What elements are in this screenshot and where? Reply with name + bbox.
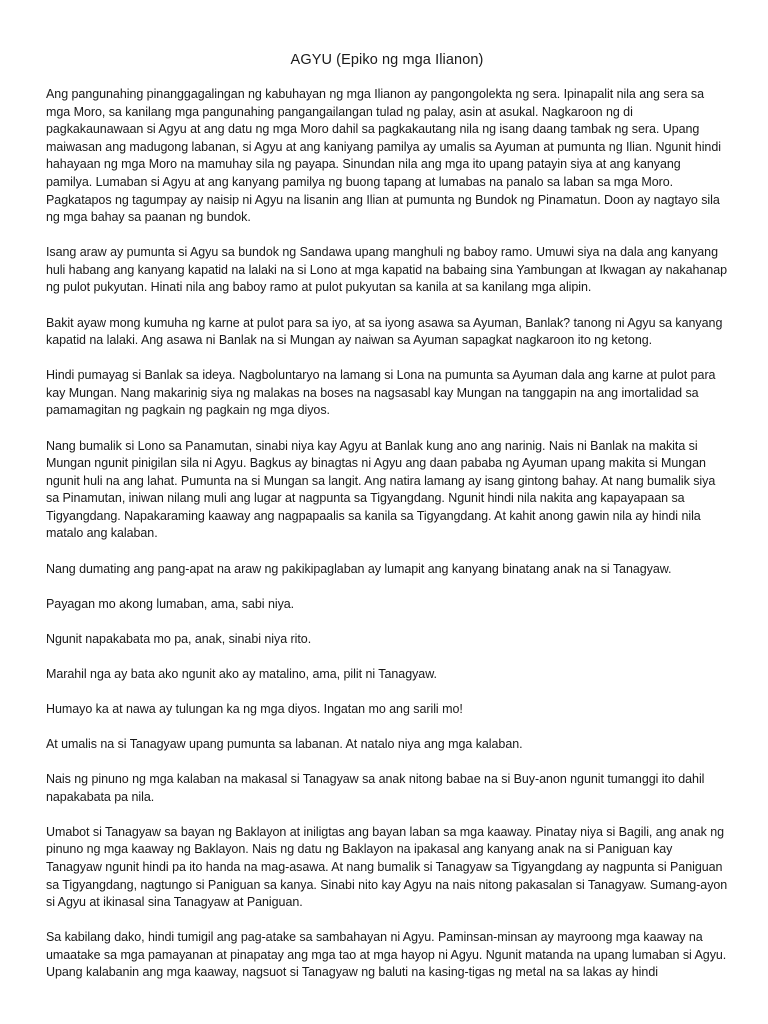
paragraph: Humayo ka at nawa ay tulungan ka ng mga diyos. Ingatan mo ang sarili mo! xyxy=(46,701,463,716)
paragraph: Payagan mo akong lumaban, ama, sabi niya. xyxy=(46,596,295,611)
paragraph: Sa kabilang dako, hindi tumigil ang pag-atake sa sambahayan ni Agyu. Paminsan-minsan ay mayroong mga kaaway na umaatake sa mga pamayanan at pinapatay ang mga tao at mga hayop ni Agyu. Ngunit matanda na upang lumaban si Agyu. Upang kalabanin ang mga kaaway, nagsuot si Tanagyaw ng baluti na kasing-tigas ng metal na sa lakas ay hindi xyxy=(46,930,727,980)
paragraph: Nais ng pinuno ng mga kalaban na makasal si Tanagyaw sa anak nitong babae na si Buy-anon ngunit tumanggi ito dahil napakabata pa nila. xyxy=(46,772,705,804)
paragraph: Isang araw ay pumunta si Agyu sa bundok ng Sandawa upang manghuli ng baboy ramo. Umuwi siya na dala ang kanyang huli habang ang kanyang kapatid na lalaki na si Lono at mga kapatid na babaing sina Yambungan at Ikwagan ay nakahanap ng pulot pukyutan. Hinati nila ang baboy ramo at pulot pukyutan sa kanila at sa kanilang mga alipin. xyxy=(46,245,728,295)
document-title: AGYU (Epiko ng mga Ilianon) xyxy=(290,52,484,68)
paragraph: Ngunit napakabata mo pa, anak, sinabi niya rito. xyxy=(46,631,312,646)
paragraph: Nang dumating ang pang-apat na araw ng pakikipaglaban ay lumapit ang kanyang binatang anak na si Tanagyaw. xyxy=(46,561,672,576)
paragraph: Ang pangunahing pinanggagalingan ng kabuhayan ng mga Ilianon ay pangongolekta ng sera. Ipinapalit nila ang sera sa mga Moro, sa kanilang mga pangunahing pangangailangan tulad ng palay, asin at asukal. Nagkaroon ng di pagkakaunawaan si Agyu at ang datu ng mga Moro dahil sa pagkakautang nila ng isang daang tambak ng sera. Upang maiwasan ang madugong labanan, si Agyu at ang kaniyang pamilya ay umalis sa Ayuman at pumunta ng Ilian. Ngunit hindi hahayaan ng mga Moro na mamuhay sila ng payapa. Sinundan nila ang mga ito upang patayin siya at ang kanyang pamilya. Lumaban si Agyu at ang kanyang pamilya ng buong tapang at lumabas na panalo sa laban sa mga Moro. Pagkatapos ng tagumpay ay naisip ni Agyu na lisanin ang Ilian at pumunta ng Bundok ng Pinamatun. Doon ay nagtayo sila ng mga bahay sa paanan ng bundok. xyxy=(46,87,721,225)
paragraph: Hindi pumayag si Banlak sa ideya. Nagboluntaryo na lamang si Lona na pumunta sa Ayuman dala ang karne at pulot para kay Mungan. Nang makarinig siya ng malakas na boses na nagsasabl kay Mungan na tanggapin na ang imortalidad sa pamamagitan ng pagkain ng pagkain ng mga diyos. xyxy=(46,368,716,418)
paragraph: Nang bumalik si Lono sa Panamutan, sinabi niya kay Agyu at Banlak kung ano ang narinig. Nais ni Banlak na makita si Mungan ngunit pinigilan sila ni Agyu. Bagkus ay binagtas ni Agyu ang daan pababa ng Ayuman upang makita si Mungan ngunit huli na ang lahat. Pumunta na si Mungan sa langit. Ang natira lamang ay isang gintong bahay. At nang bumalik siya sa Pinamutan, iniwan nilang muli ang lugar at nagpunta sa Tigyangdang. Ngunit hindi nila nakita ang kapayapaan sa Tigyangdang. Napakaraming kaaway ang nagpapaalis sa kanila sa Tigyangdang. At kahit anong gawin nila ay hindi nila matalo ang kalaban. xyxy=(46,438,716,541)
paragraph: At umalis na si Tanagyaw upang pumunta sa labanan. At natalo niya ang mga kalaban. xyxy=(46,737,523,752)
paragraph: Bakit ayaw mong kumuha ng karne at pulot para sa iyo, at sa iyong asawa sa Ayuman, Banlak? tanong ni Agyu sa kanyang kapatid na lalaki. Ang asawa ni Banlak na si Mungan ay naiwan sa Ayuman sapagkat nagkaroon ito ng ketong. xyxy=(46,315,723,348)
paragraph: Marahil nga ay bata ako ngunit ako ay matalino, ama, pilit ni Tanagyaw. xyxy=(46,666,437,681)
paragraph: Umabot si Tanagyaw sa bayan ng Baklayon at iniligtas ang bayan laban sa mga kaaway. Pinatay niya si Bagili, ang anak ng pinuno ng mga kaaway ng Baklayon. Nais ng datu ng Baklayon na ipakasal ang kanyang anak na si Paniguan kay Tanagyaw ngunit hindi pa ito handa na mag-asawa. At nang bumalik si Tanagyaw sa Tigyangdang ay nagpunta si Paniguan sa Tigyangdang, nagtungo si Paniguan sa kanya. Sinabi nito kay Agyu na nais nitong pakasalan si Tanagyaw. Sumang-ayon si Agyu at ikinasal sina Tanagyaw at Paniguan. xyxy=(46,824,728,910)
